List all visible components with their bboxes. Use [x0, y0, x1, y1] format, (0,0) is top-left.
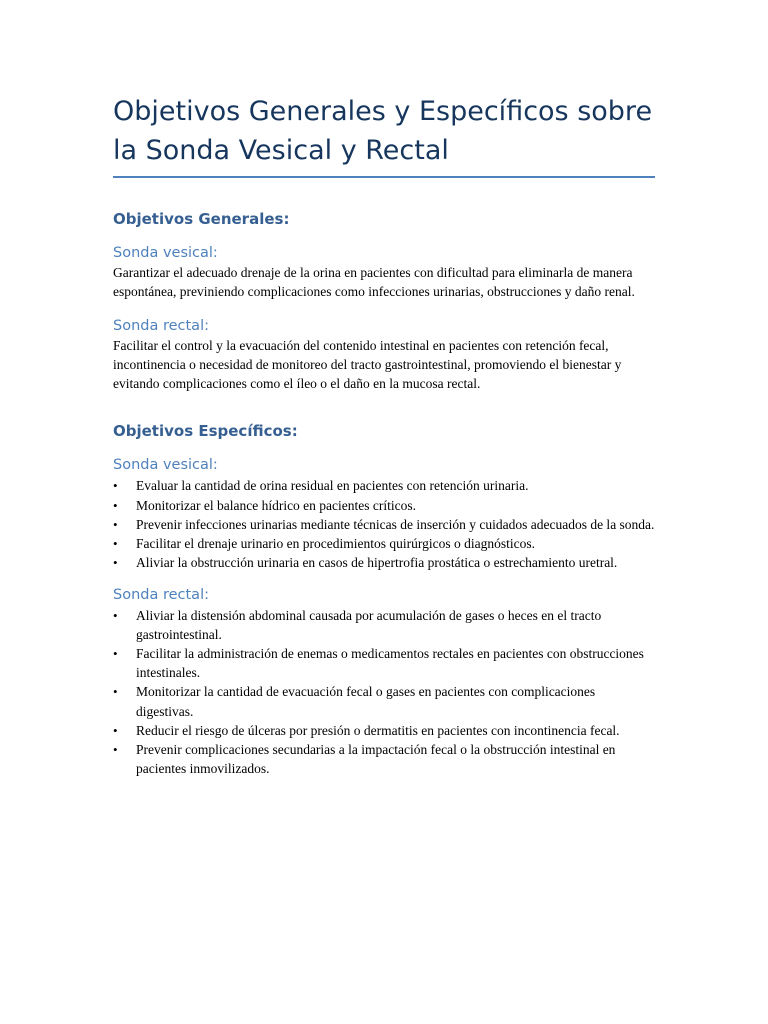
list-item-text: Aliviar la obstrucción urinaria en casos de hipertrofia prostática o estrechamiento uretral.	[136, 555, 618, 571]
subsection-heading-sonda-rectal-especifico: Sonda rectal:	[113, 586, 209, 603]
bullet-icon: •	[113, 741, 118, 757]
bullet-list-sonda-rectal	[113, 606, 655, 779]
bullet-icon: •	[113, 684, 118, 700]
list-item	[113, 644, 655, 682]
list-item-text: Monitorizar la cantidad de evacuación fecal o gases en pacientes con complicaciones digestivas.	[136, 684, 596, 719]
list-item-text: Reducir el riesgo de úlceras por presión o dermatitis en pacientes con incontinencia fecal.	[136, 722, 620, 738]
list-item	[113, 721, 655, 740]
list-item-text: Facilitar el drenaje urinario en procedimientos quirúrgicos o diagnósticos.	[136, 536, 536, 552]
list-item-text: Facilitar la administración de enemas o medicamentos rectales en pacientes con obstrucciones intestinales.	[136, 645, 644, 681]
list-item	[113, 740, 655, 778]
paragraph-sonda-rectal-general: Facilitar el control y la evacuación del contenido intestinal en pacientes con retención fecal, incontinencia o necesidad de monitoreo del tracto gastrointestinal, promoviendo el bienestar y evitando complicaciones como el íleo o el daño en la mucosa rectal.	[113, 337, 622, 392]
list-item-text: Prevenir infecciones urinarias mediante técnicas de inserción y cuidados adecuados de la sonda.	[136, 516, 655, 532]
subsection-heading-sonda-vesical: Sonda vesical:	[113, 245, 218, 261]
bullet-icon: •	[113, 555, 118, 571]
bullet-icon: •	[113, 645, 118, 661]
bullet-icon: •	[113, 497, 118, 513]
subsection-heading-sonda-vesical-especifico: Sonda vesical:	[113, 457, 218, 474]
subsection-heading-sonda-rectal: Sonda rectal:	[113, 317, 209, 334]
list-item	[113, 496, 655, 515]
bullet-icon: •	[113, 722, 118, 738]
list-item-text: Evaluar la cantidad de orina residual en pacientes con retención urinaria.	[136, 478, 529, 494]
list-item-text: Aliviar la distensión abdominal causada por acumulación de gases o heces en el tracto gastrointestinal.	[136, 607, 602, 642]
bullet-icon: •	[113, 536, 118, 552]
list-item-text: Monitorizar el balance hídrico en pacientes críticos.	[136, 497, 417, 513]
list-item	[113, 515, 655, 534]
document-page	[113, 92, 655, 778]
document-title: Objetivos Generales y Específicos sobre la Sonda Vesical y Rectal	[113, 92, 655, 178]
paragraph-sonda-vesical-general: Garantizar el adecuado drenaje de la orina en pacientes con dificultad para eliminarla de manera espontánea, previniendo complicaciones como infecciones urinarias, obstrucciones y daño renal.	[113, 265, 635, 300]
section-heading-objetivos-especificos: Objetivos Específicos:	[113, 422, 298, 441]
section-heading-objetivos-generales: Objetivos Generales:	[113, 210, 290, 228]
list-item-text: Prevenir complicaciones secundarias a la impactación fecal o la obstrucción intestinal en pacientes inmovilizados.	[136, 741, 616, 777]
list-item	[113, 682, 655, 720]
list-item	[113, 553, 655, 572]
list-item	[113, 476, 655, 495]
list-item	[113, 606, 655, 644]
bullet-icon: •	[113, 516, 118, 532]
bullet-list-sonda-vesical	[113, 476, 655, 572]
bullet-icon: •	[113, 478, 118, 494]
bullet-icon: •	[113, 607, 118, 623]
list-item	[113, 534, 655, 553]
